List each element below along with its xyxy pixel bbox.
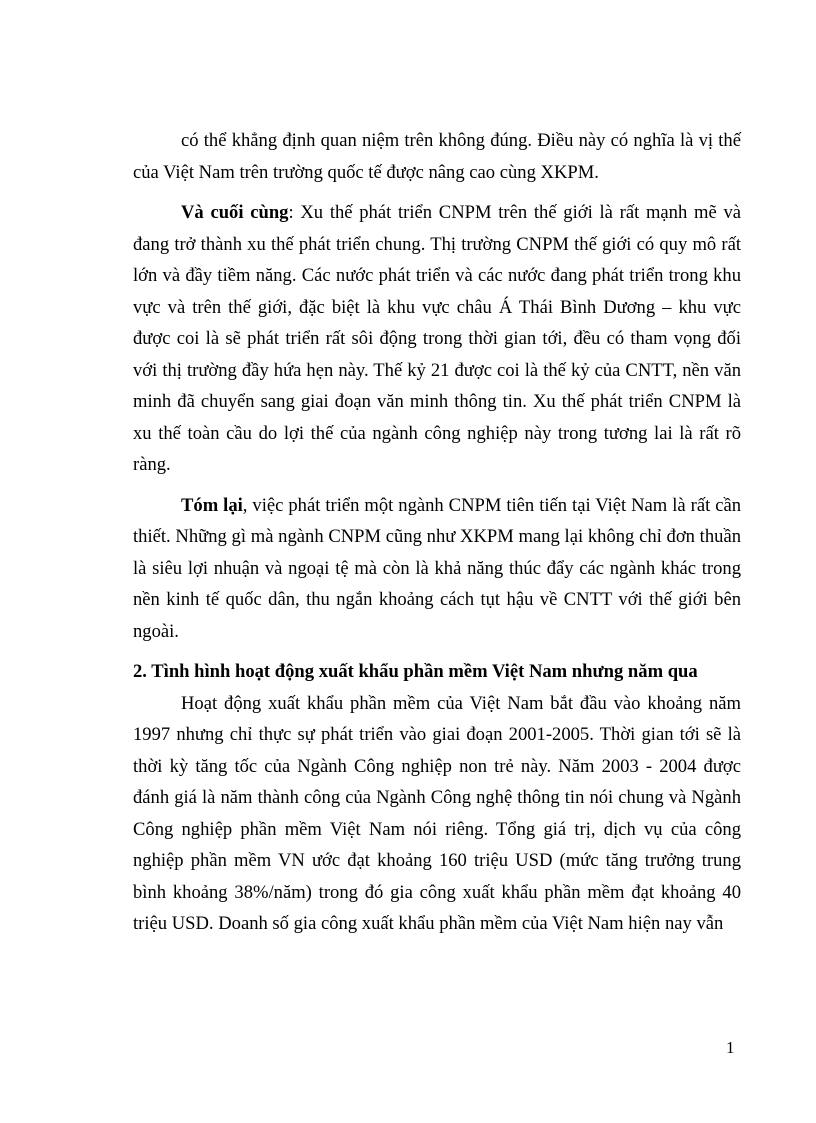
section-heading: 2. Tình hình hoạt động xuất khẩu phần mềm Việt Nam nhưng năm qua <box>133 661 698 682</box>
paragraph-text: : Xu thế phát triển CNPM trên thế giới là rất mạnh mẽ và đang trở thành xu thế phát triển chung. Thị trường CNPM thế giới có quy mô rất lớn và đầy tiềm năng. Các nước phát triển và các nước đang phát triển trong khu vực và trên thế giới, đặc biệt là khu vực châu Á Thái Bình Dương – khu vực được coi là sẽ phát triển rất sôi động trong thời gian tới, đều có tham vọng đối với thị trường đầy hứa hẹn này. Thế kỷ 21 được coi là thế kỷ của CNTT, nền văn minh đã chuyển sang giai đoạn văn minh thông tin. Xu thế phát triển CNPM là xu thế toàn cầu do lợi thế của ngành công nghiệp này trong tương lai là rất rõ ràng. <box>133 202 741 475</box>
paragraph-lead: Và cuối cùng <box>181 202 289 223</box>
paragraph-text: , việc phát triển một ngành CNPM tiên tiến tại Việt Nam là rất cần thiết. Những gì mà ngành CNPM cũng như XKPM mang lại không chỉ đơn thuần là siêu lợi nhuận và ngoại tệ mà còn là khả năng thúc đẩy các ngành khác trong nền kinh tế quốc dân, thu ngắn khoảng cách tụt hậu về CNTT với thế giới bên ngoài. <box>133 494 742 642</box>
page-number: 1 <box>726 1038 735 1057</box>
paragraph-conclusion-trend <box>133 197 741 481</box>
paragraph-summary <box>133 490 741 648</box>
paragraph-continuation <box>133 125 741 188</box>
paragraph-lead: Tóm lại <box>181 494 243 516</box>
page-content <box>133 125 741 949</box>
section-paragraph: Hoạt động xuất khẩu phần mềm của Việt Nam bắt đầu vào khoảng năm 1997 nhưng chỉ thực sự phát triển vào giai đoạn 2001-2005. Thời gian tới sẽ là thời kỳ tăng tốc của Ngành Công nghiệp non trẻ này. Năm 2003 - 2004 được đánh giá là năm thành công của Ngành Công nghệ thông tin nói chung và Ngành Công nghiệp phần mềm Việt Nam nói riêng. Tổng giá trị, dịch vụ của công nghiệp phần mềm VN ước đạt khoảng 160 triệu USD (mức tăng trưởng trung bình khoảng 38%/năm) trong đó gia công xuất khẩu phần mềm đạt khoảng 40 triệu USD. Doanh số gia công xuất khẩu phần mềm của Việt Nam hiện nay vẫn <box>133 692 741 934</box>
paragraph-text: có thể khẳng định quan niệm trên không đúng. Điều này có nghĩa là vị thế của Việt Nam trên trường quốc tế được nâng cao cùng XKPM. <box>133 130 741 183</box>
